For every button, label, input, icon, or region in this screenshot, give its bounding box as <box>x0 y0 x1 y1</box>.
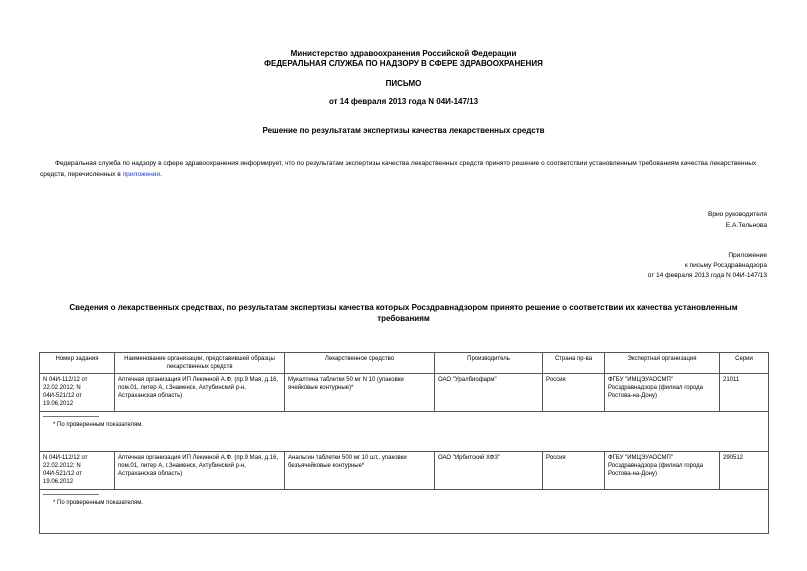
column-header: Номер задания <box>40 353 115 374</box>
service-name: ФЕДЕРАЛЬНАЯ СЛУЖБА ПО НАДЗОРУ В СФЕРЕ ЗДРАВООХРАНЕНИЯ <box>264 59 543 68</box>
country-cell: Россия <box>543 452 605 490</box>
appendix-label: Приложение <box>728 252 767 259</box>
body-text-end: . <box>160 171 162 178</box>
document-type: ПИСЬМО <box>385 79 422 88</box>
column-header: Страна пр-ва <box>543 353 605 374</box>
footnote-divider <box>43 494 99 495</box>
footnote-divider <box>43 416 99 417</box>
column-header: Лекарственное средство <box>285 353 435 374</box>
document-date-number: от 14 февраля 2013 года N 04И-147/13 <box>328 97 479 106</box>
manufacturer-cell: ОАО "Уралбиофарм" <box>435 374 543 412</box>
drug-cell: Анальгин таблетки 500 мг 10 шт., упаковки безъячейковые контурные* <box>285 452 435 490</box>
expert-org-cell: ФГБУ "ИМЦЭУАОСМП" Росздравнадзора (филиал города Ростова-на-Дону) <box>605 374 720 412</box>
organization-cell: Аптечная организация ИП Лекинной А.Ф. (пр.9 Мая, д.16, пом.01, литер А, г.Знаменск, Ахтубинский р-н, Астраханская область) <box>115 452 285 490</box>
series-cell: 21011 <box>720 374 769 412</box>
footnote-text: * По проверенным показателям. <box>53 422 144 428</box>
organization-cell: Аптечная организация ИП Лекинной А.Ф. (пр.9 Мая, д.16, пом.01, литер А, г.Знаменск, Ахтубинский р-н, Астраханская область) <box>115 374 285 412</box>
column-header: Наименование организации, представившей образцы лекарственных средств <box>115 353 285 374</box>
drugs-table <box>39 352 769 534</box>
appendix-heading: Сведения о лекарственных средствах, по результатам экспертизы качества которых Росздравнадзором принято решение о соответствии их качества установленным требованиям <box>69 303 738 323</box>
appendix-link[interactable]: приложении <box>122 171 161 178</box>
expert-org-cell: ФГБУ "ИМЦЭУАОСМП" Росздравнадзора (филиал города Ростова-на-Дону) <box>605 452 720 490</box>
column-header: Экспертная организация <box>605 353 720 374</box>
table-row <box>40 374 769 412</box>
table-row <box>40 452 769 490</box>
table-note-row <box>40 490 769 534</box>
body-text-start: Федеральная служба по надзору в сфере здравоохранения информирует, что по результатам экспертизы качества лекарственных средств принято решение о соответствии установленным требованиям качества лекарственных средств, перечисленных в <box>40 160 757 178</box>
column-header: Серии <box>720 353 769 374</box>
drug-cell: Мукалтина таблетки 50 мг N 10 (упаковки ячейковые контурные)* <box>285 374 435 412</box>
column-header: Производитель <box>435 353 543 374</box>
appendix-date: от 14 февраля 2013 года N 04И-147/13 <box>647 272 767 279</box>
table-note-row <box>40 412 769 452</box>
body-paragraph <box>40 158 770 180</box>
footnote-cell <box>40 490 769 534</box>
table-header-row <box>40 353 769 374</box>
task-number-cell: N 04И-112/12 от 22.02.2012; N 04И-521/12 от 19.06.2012 <box>40 452 115 490</box>
task-number-cell: N 04И-112/12 от 22.02.2012; N 04И-521/12 от 19.06.2012 <box>40 374 115 412</box>
manufacturer-cell: ОАО "Ирбитский ХФЗ" <box>435 452 543 490</box>
appendix-reference: к письму Росздравнадзора <box>684 262 767 269</box>
document-subject: Решение по результатам экспертизы качества лекарственных средств <box>262 126 545 135</box>
country-cell: Россия <box>543 374 605 412</box>
footnote-cell <box>40 412 769 452</box>
signer-role: Врио руководителя <box>707 211 767 218</box>
ministry-name: Министерство здравоохранения Российской Федерации <box>290 49 517 58</box>
footnote-text: * По проверенным показателям. <box>53 500 144 506</box>
signer-name: Е.А.Тельнова <box>725 222 767 229</box>
series-cell: 290512 <box>720 452 769 490</box>
